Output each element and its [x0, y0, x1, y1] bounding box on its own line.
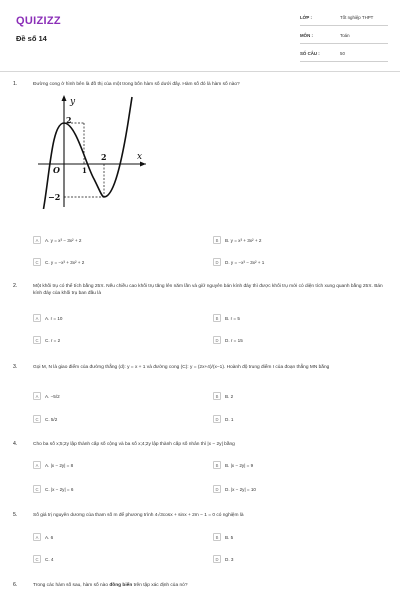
option-text: D. r = 15: [225, 337, 243, 343]
option-text: B. y = x³ + 3x² + 2: [225, 237, 262, 243]
question-number: 1.: [13, 81, 18, 87]
option-text: C. y = −x³ + 3x² + 2: [45, 259, 85, 265]
answer-option-c[interactable]: [33, 258, 84, 266]
answer-option-d[interactable]: [213, 336, 243, 344]
x-axis-label: x: [137, 152, 143, 162]
option-letter: D: [213, 485, 221, 493]
document-meta: [300, 12, 388, 66]
question-number: 2.: [13, 283, 18, 289]
answer-option-d[interactable]: [213, 415, 233, 423]
meta-label: MÔN :: [300, 33, 313, 38]
option-letter: D: [213, 415, 221, 423]
question-text-emphasis: đồng biến: [109, 583, 133, 588]
answer-option-a[interactable]: [33, 236, 81, 244]
question-number: 3.: [13, 364, 18, 370]
option-text: B. r = 5: [225, 315, 240, 321]
option-letter: D: [213, 555, 221, 563]
meta-label: LỚP :: [300, 15, 312, 20]
question-text: Gọi M, N là giao điểm của đường thẳng (d): y = x + 1 và đường cong (C): y = (2x+4)/(x−1). Hoành độ trung điểm I của đoạn thẳng MN bằng: [33, 365, 330, 370]
answer-option-b[interactable]: [213, 461, 253, 469]
y-axis-label: y: [70, 97, 76, 107]
option-text: C. |x − 2y| = 6: [45, 486, 74, 492]
question-text: Một khối trụ có thể tích bằng 25π. Nếu chiều cao khối trụ tăng lên năm lần và giữ nguyên bán kính đáy thì được khối trụ mới có diện tích xung quanh bằng 25π. Bán kính đáy của khối trụ ban đầu là: [33, 284, 383, 297]
option-letter: A: [33, 236, 41, 244]
y-axis-arrow-icon: [62, 95, 67, 101]
question-number: 5.: [13, 512, 18, 518]
option-text: D. 1: [225, 416, 234, 422]
option-letter: D: [213, 258, 221, 266]
option-text: A. −5/2: [45, 393, 60, 399]
option-text: B. 2: [225, 393, 234, 399]
option-letter: D: [213, 336, 221, 344]
answer-option-c[interactable]: [33, 555, 53, 563]
question-text: Số giá trị nguyên dương của tham số m để phương trình 4√3cosx + sinx + 2m − 1 = 0 có nghiệm là: [33, 513, 244, 518]
tick-y-max: 2: [66, 115, 72, 125]
option-letter: C: [33, 258, 41, 266]
document-title: Đề số 14: [16, 34, 47, 43]
question-text-start: Trong các hàm số sau, hàm số nào: [33, 583, 110, 588]
document-header: [0, 0, 400, 64]
tick-x1: 1: [82, 166, 87, 175]
answer-option-d[interactable]: [213, 485, 256, 493]
question-number: 6.: [13, 582, 18, 588]
question-text-end: trên tập xác định của nó?: [132, 583, 188, 588]
option-text: A. r = 10: [45, 315, 63, 321]
option-text: A. |x − 2y| = 8: [45, 462, 74, 468]
answer-option-a[interactable]: [33, 533, 53, 541]
answer-option-d[interactable]: [213, 555, 233, 563]
option-letter: A: [33, 392, 41, 400]
meta-row-count: [300, 48, 388, 62]
cubic-function-graph: [38, 93, 150, 209]
question-text: Cho ba số x;5;2y lập thành cấp số cộng và ba số x;4;2y lập thành cấp số nhân thì |x − 2y| bằng: [33, 442, 235, 447]
option-letter: C: [33, 336, 41, 344]
option-text: D. |x − 2y| = 10: [225, 486, 256, 492]
option-text: A. 6: [45, 534, 54, 540]
origin-label: O: [53, 165, 60, 175]
answer-option-a[interactable]: [33, 461, 73, 469]
answer-option-d[interactable]: [213, 258, 264, 266]
meta-row-subject: [300, 30, 388, 44]
meta-row-class: [300, 12, 388, 26]
option-letter: A: [33, 533, 41, 541]
option-letter: C: [33, 415, 41, 423]
option-letter: A: [33, 314, 41, 322]
option-text: C. 5/2: [45, 416, 58, 422]
question-number: 4.: [13, 441, 18, 447]
option-text: B. 5: [225, 534, 234, 540]
option-text: D. y = −x³ − 3x² + 1: [225, 259, 265, 265]
meta-value: 50: [340, 51, 345, 56]
answer-option-b[interactable]: [213, 314, 240, 322]
option-letter: C: [33, 555, 41, 563]
question-text: [33, 582, 388, 589]
tick-y-min: −2: [48, 192, 61, 202]
header-divider: [0, 71, 400, 72]
option-letter: B: [213, 392, 221, 400]
meta-value: Toán: [340, 33, 350, 38]
option-text: C. 4: [45, 556, 54, 562]
quizizz-logo: QUIZIZZ: [16, 15, 61, 27]
option-letter: B: [213, 236, 221, 244]
meta-label: SỐ CÂU :: [300, 51, 320, 56]
meta-value: Tốt nghiệp THPT: [340, 15, 374, 20]
option-text: B. |x − 2y| = 9: [225, 462, 254, 468]
option-letter: B: [213, 533, 221, 541]
answer-option-c[interactable]: [33, 415, 57, 423]
option-letter: B: [213, 461, 221, 469]
option-letter: A: [33, 461, 41, 469]
option-letter: C: [33, 485, 41, 493]
answer-option-a[interactable]: [33, 392, 60, 400]
option-letter: B: [213, 314, 221, 322]
option-text: C. r = 2: [45, 337, 61, 343]
answer-option-c[interactable]: [33, 336, 60, 344]
tick-x2: 2: [101, 152, 107, 162]
option-text: D. 3: [225, 556, 234, 562]
answer-option-b[interactable]: [213, 236, 261, 244]
answer-option-a[interactable]: [33, 314, 63, 322]
question-text: Đường cong ở hình bên là đồ thị của một trong bốn hàm số dưới đây. Hàm số đó là hàm số nào?: [33, 82, 240, 87]
answer-option-b[interactable]: [213, 392, 233, 400]
answer-option-c[interactable]: [33, 485, 73, 493]
x-axis-arrow-icon: [140, 162, 146, 167]
option-text: A. y = x³ − 3x² + 2: [45, 237, 82, 243]
answer-option-b[interactable]: [213, 533, 233, 541]
